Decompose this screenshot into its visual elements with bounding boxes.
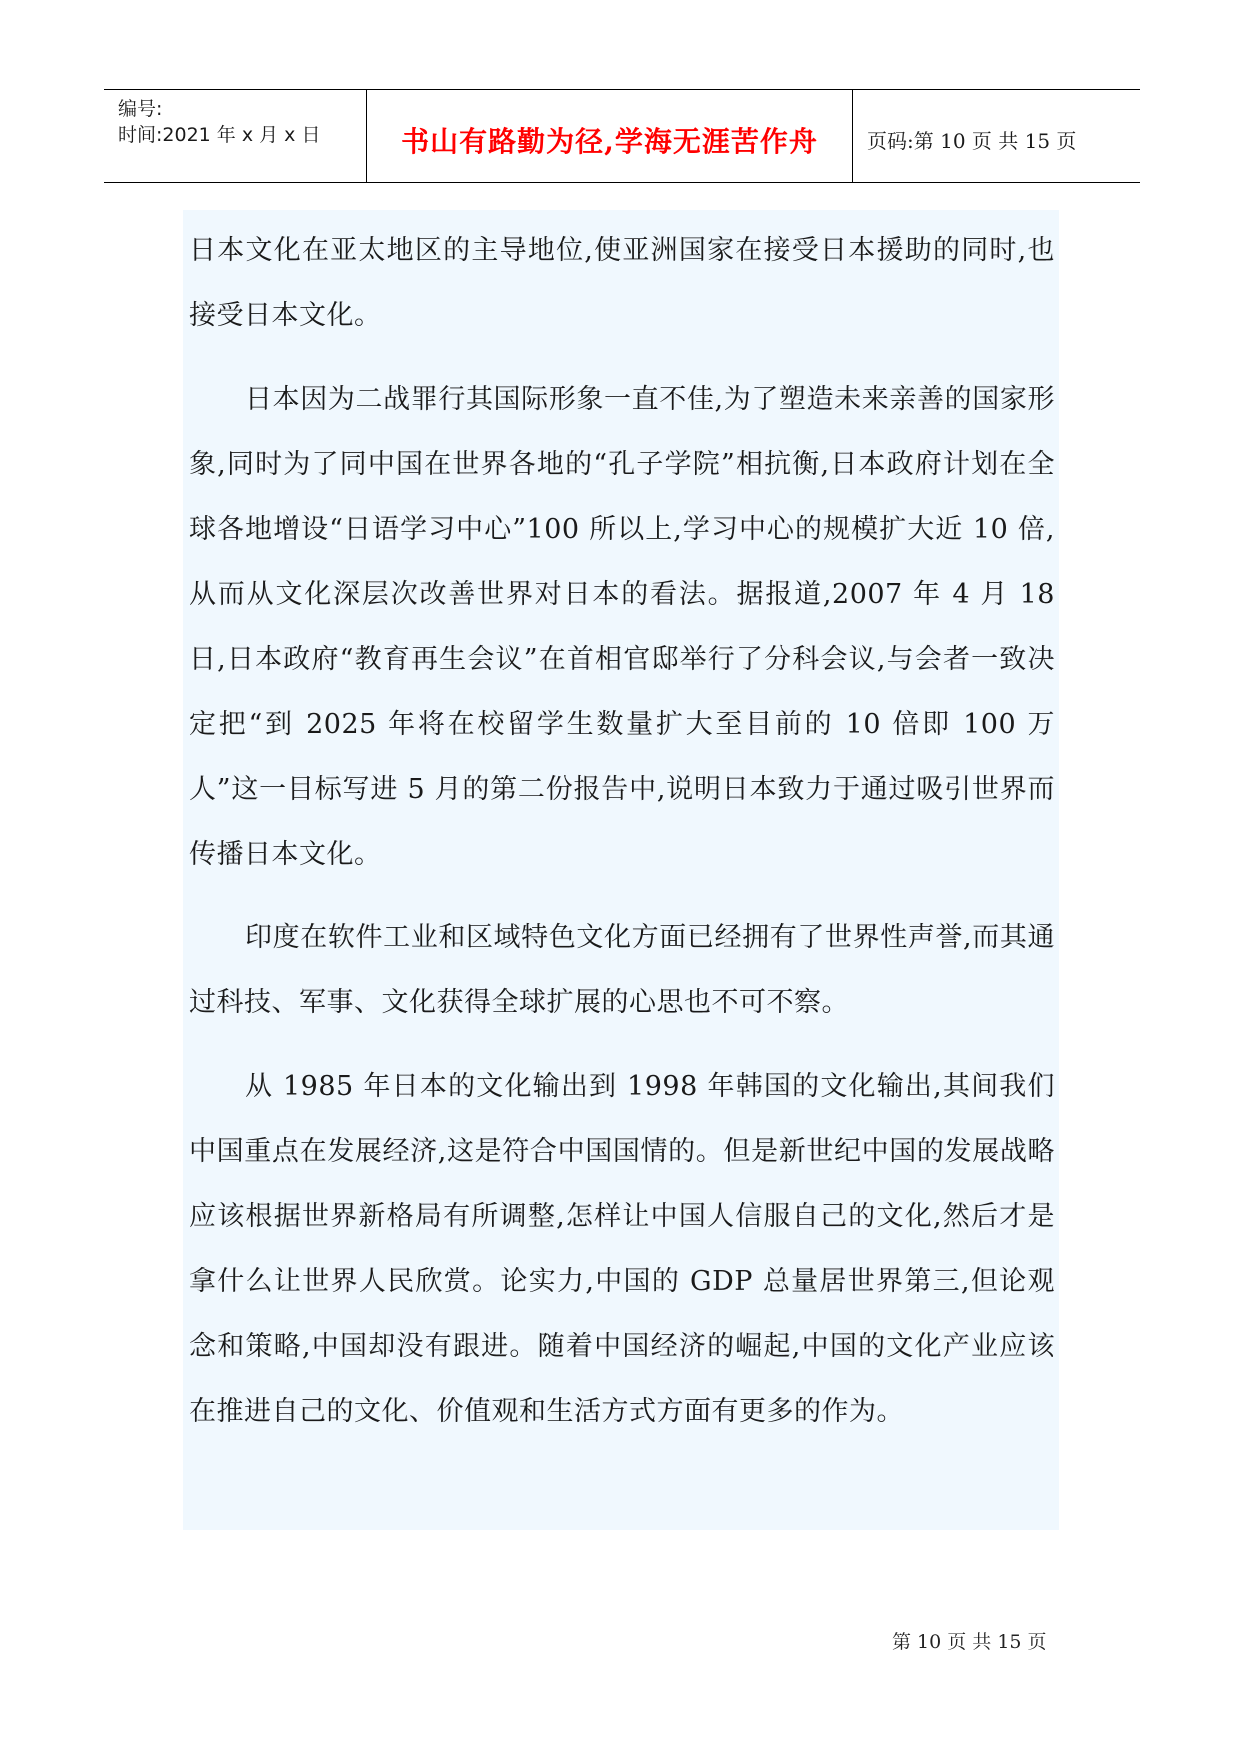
- document-body: [183, 210, 1059, 1530]
- paragraph-2: 日本因为二战罪行其国际形象一直不佳,为了塑造未来亲善的国家形象,同时为了同中国在世界各地的“孔子学院”相抗衡,日本政府计划在全球各地增设“日语学习中心”100 所以上,学习中心的规模扩大近 10 倍,从而从文化深层次改善世界对日本的看法。据报道,2007 年 4 月 18 日,日本政府“教育再生会议”在首相官邸举行了分科会议,与会者一致决定把“到 2025 年将在校留学生数量扩大至目前的 10 倍即 100 万人”这一目标写进 5 月的第二份报告中,说明日本致力于通过吸引世界而传播日本文化。: [189, 384, 1055, 870]
- page-footer-number: 第 10 页 共 15 页: [892, 1631, 1047, 1653]
- header-page-info: 页码:第 10 页 共 15 页: [867, 129, 1077, 153]
- paragraph-3: 印度在软件工业和区域特色文化方面已经拥有了世界性声誉,而其通过科技、军事、文化获得全球扩展的心思也不可不察。: [189, 922, 1055, 1018]
- document-time-label: 时间:2021 年 x 月 x 日: [118, 124, 321, 146]
- paragraph-1: 日本文化在亚太地区的主导地位,使亚洲国家在接受日本援助的同时,也接受日本文化。: [189, 235, 1055, 331]
- header-meta: [104, 90, 367, 182]
- paragraph-4: 从 1985 年日本的文化输出到 1998 年韩国的文化输出,其间我们中国重点在发展经济,这是符合中国国情的。但是新世纪中国的发展战略应该根据世界新格局有所调整,怎样让中国人信服自己的文化,然后才是拿什么让世界人民欣赏。论实力,中国的 GDP 总量居世界第三,但论观念和策略,中国却没有跟进。随着中国经济的崛起,中国的文化产业应该在推进自己的文化、价值观和生活方式方面有更多的作为。: [189, 1071, 1055, 1427]
- header-motto-cell: [367, 90, 853, 182]
- header-motto: 书山有路勤为径,学海无涯苦作舟: [401, 125, 818, 158]
- page-header: [104, 89, 1140, 183]
- header-page-cell: [853, 90, 1140, 182]
- document-number-label: 编号:: [118, 98, 163, 120]
